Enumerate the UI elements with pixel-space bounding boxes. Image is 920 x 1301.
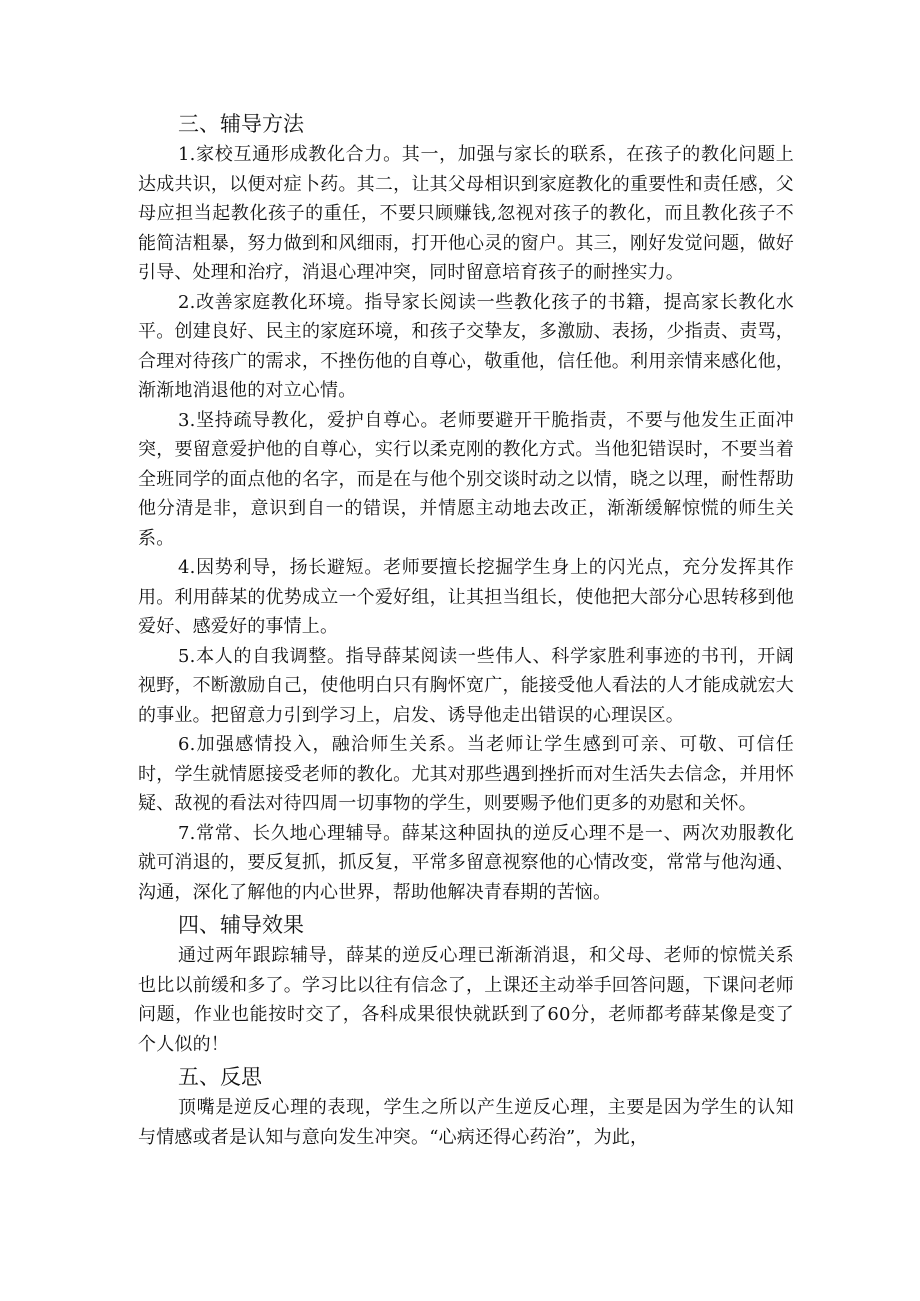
method-paragraph-5: 5.本人的自我调整。指导薛某阅读一些伟人、科学家胜利事迹的书刊，开阔视野，不断激励自己，使他明白只有胸怀宽广，能接受他人看法的人才能成就宏大的事业。把留意力引到学习上，启发、诱导他走出错误的心理误区。 <box>138 645 794 726</box>
method-paragraph-1: 1.家校互通形成教化合力。其一，加强与家长的联系，在孩子的教化问题上达成共识，以便对症卜药。其二，让其父母相识到家庭教化的重要性和责任感，父母应担当起教化孩子的重任，不要只顾赚钱,忽视对孩子的教化，而且教化孩子不能简洁粗暴，努力做到和风细雨，打开他心灵的窗户。其三，刚好发觉问题，做好引导、处理和治疗，消退心理冲突，同时留意培育孩子的耐挫实力。 <box>138 144 794 283</box>
document-body <box>138 108 794 1152</box>
section-heading-reflection: 五、反思 <box>178 1065 262 1089</box>
method-paragraph-6: 6.加强感情投入，融洽师生关系。当老师让学生感到可亲、可敬、可信任时，学生就情愿接受老师的教化。尤其对那些遇到挫折而对生活失去信念，并用怀疑、敌视的看法对待四周一切事物的学生，则要赐予他们更多的劝慰和关怀。 <box>138 734 794 814</box>
method-paragraph-7: 7.常常、长久地心理辅导。薛某这种固执的逆反心理不是一、两次劝服教化就可消退的，要反复抓，抓反复，平常多留意视察他的心情改变，常常与他沟通、沟通，深化了解他的内心世界，帮助他解决青春期的苦恼。 <box>138 822 794 903</box>
effect-paragraph-1: 通过两年跟踪辅导，薛某的逆反心理已渐渐消退，和父母、老师的惊慌关系也比以前缓和多了。学习比以往有信念了，上课还主动举手回答问题，下课问老师问题，作业也能按时交了，各科成果很快就跃到了60分，老师都考薛某像是变了个人似的！ <box>138 945 794 1055</box>
reflection-paragraph-1: 顶嘴是逆反心理的表现，学生之所以产生逆反心理，主要是因为学生的认知与情感或者是认知与意向发生冲突。“心病还得心药治”，为此， <box>138 1097 794 1148</box>
method-paragraph-3: 3.坚持疏导教化，爱护自尊心。老师要避开干脆指责，不要与他发生正面冲突，要留意爱护他的自尊心，实行以柔克刚的教化方式。当他犯错误时，不要当着全班同学的面点他的名字，而是在与他个别交谈时动之以情，晓之以理，耐性帮助他分清是非，意识到自一的错误，并情愿主动地去改正，渐渐缓解惊慌的师生关系。 <box>138 409 794 549</box>
section-heading-methods: 三、辅导方法 <box>178 112 304 136</box>
method-paragraph-2: 2.改善家庭教化环境。指导家长阅读一些教化孩子的书籍，提高家长教化水平。创建良好、民主的家庭环境，和孩子交挚友，多激励、表扬，少指责、责骂，合理对待孩广的需求，不挫伤他的自尊心，敬重他，信任他。利用亲情来感化他，渐渐地消退他的对立心情。 <box>138 291 794 401</box>
section-heading-effects: 四、辅导效果 <box>178 913 304 937</box>
method-paragraph-4: 4.因势利导，扬长避短。老师要擅长挖掘学生身上的闪光点，充分发挥其作用。利用薛某的优势成立一个爱好组，让其担当组长，使他把大部分心思转移到他爱好、感爱好的事情上。 <box>138 557 794 637</box>
